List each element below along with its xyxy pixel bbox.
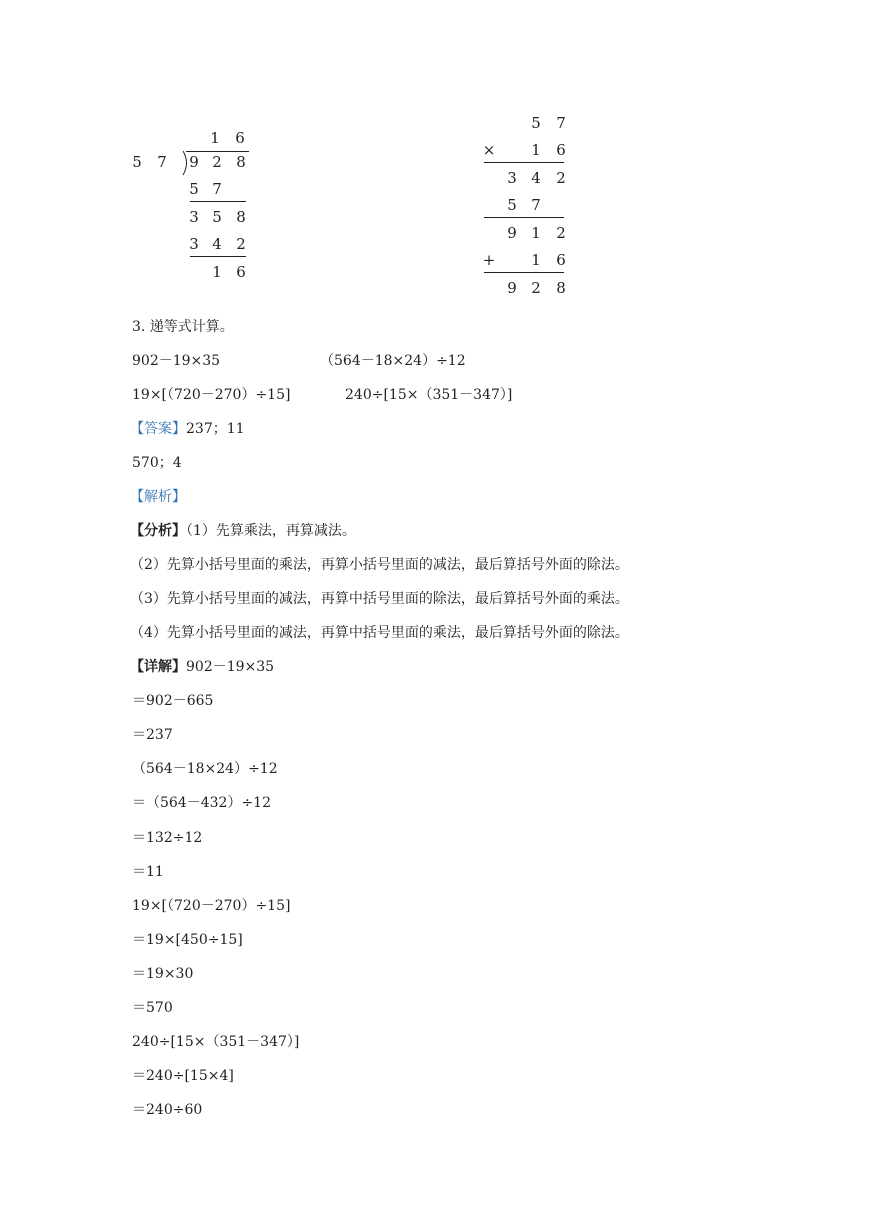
dividend-digit: 8 [236, 153, 246, 171]
fenxi-line-4: （4）先算小括号里面的减法，再算中括号里面的乘法，最后算括号外面的除法。 [130, 625, 629, 641]
verify-digit: 1 [531, 141, 541, 159]
xiangjie-line [130, 658, 274, 676]
step-digit: 5 [189, 180, 199, 198]
solution-step: 19×[（720－270）÷15] [132, 898, 291, 914]
question-title: 3. 递等式计算。 [132, 319, 234, 335]
division-bar [186, 151, 249, 152]
solution-step: ＝902－665 [132, 693, 214, 709]
solution-step: （564－18×24）÷12 [132, 761, 278, 777]
dividend-digit: 2 [212, 153, 222, 171]
verify-digit: 6 [556, 141, 566, 159]
divisor-digit: 5 [132, 153, 142, 171]
verify-line [484, 162, 564, 163]
verify-digit: 2 [556, 169, 566, 187]
question-expr-2: （564－18×24）÷12 [320, 353, 466, 369]
answer-text-1: 237；11 [186, 421, 245, 437]
division-line [190, 256, 246, 257]
question-expr-4: 240÷[15×（351－347）] [345, 387, 513, 403]
verify-line [484, 217, 564, 218]
answer-line-1 [130, 420, 245, 438]
solution-step: ＝19×[450÷15] [132, 932, 243, 948]
quotient-digit: 6 [235, 129, 245, 147]
fenxi-line-2: （2）先算小括号里面的乘法，再算小括号里面的减法，最后算括号外面的除法。 [130, 557, 629, 573]
fenxi-line-3: （3）先算小括号里面的减法，再算中括号里面的除法，最后算括号外面的乘法。 [130, 591, 629, 607]
solution-step: ＝19×30 [132, 966, 194, 982]
verify-digit: 9 [507, 279, 517, 297]
verify-digit: 2 [556, 224, 566, 242]
verify-digit: 2 [531, 279, 541, 297]
verify-digit: 1 [531, 224, 541, 242]
step-digit: 5 [212, 208, 222, 226]
solution-step: ＝570 [132, 1000, 173, 1016]
verify-digit: 7 [556, 114, 566, 132]
times-sign: × [482, 141, 496, 159]
step-digit: 3 [189, 208, 199, 226]
question-expr-1: 902－19×35 [132, 353, 221, 369]
step-digit: 7 [212, 180, 222, 198]
solution-step: 240÷[15×（351－347）] [132, 1034, 300, 1050]
verify-line [484, 272, 564, 273]
remainder-digit: 1 [212, 263, 222, 281]
answer-line-2: 570；4 [132, 455, 182, 471]
plus-sign: + [482, 251, 496, 269]
remainder-digit: 6 [236, 263, 246, 281]
solution-step: ＝240÷60 [132, 1102, 203, 1118]
verify-digit: 5 [531, 114, 541, 132]
step-digit: 4 [212, 235, 222, 253]
step-digit: 8 [236, 208, 246, 226]
fenxi-tag: 【分析】 [130, 523, 186, 539]
verify-digit: 4 [531, 169, 541, 187]
solution-step: ＝132÷12 [132, 830, 203, 846]
solution-step: ＝237 [132, 727, 173, 743]
dividend-digit: 9 [189, 153, 199, 171]
fenxi-text-1: （1）先算乘法，再算减法。 [186, 523, 356, 539]
verify-digit: 5 [507, 196, 517, 214]
step-digit: 2 [236, 235, 246, 253]
analysis-tag: 【解析】 [130, 489, 186, 505]
question-expr-3: 19×[（720－270）÷15] [132, 387, 291, 403]
verify-digit: 1 [531, 251, 541, 269]
verify-digit: 3 [507, 169, 517, 187]
verify-digit: 8 [556, 279, 566, 297]
solution-step: 902－19×35 [186, 659, 275, 675]
answer-tag: 【答案】 [130, 421, 186, 437]
verify-digit: 9 [507, 224, 517, 242]
division-line [190, 201, 246, 202]
solution-step: ＝（564－432）÷12 [132, 795, 271, 811]
verify-digit: 7 [531, 196, 541, 214]
quotient-digit: 1 [210, 129, 220, 147]
solution-step: ＝240÷[15×4] [132, 1068, 234, 1084]
divisor-digit: 7 [157, 153, 167, 171]
step-digit: 3 [189, 235, 199, 253]
xiangjie-tag: 【详解】 [130, 659, 186, 675]
fenxi-line-1 [130, 522, 356, 540]
solution-step: ＝11 [132, 864, 164, 880]
verify-digit: 6 [556, 251, 566, 269]
